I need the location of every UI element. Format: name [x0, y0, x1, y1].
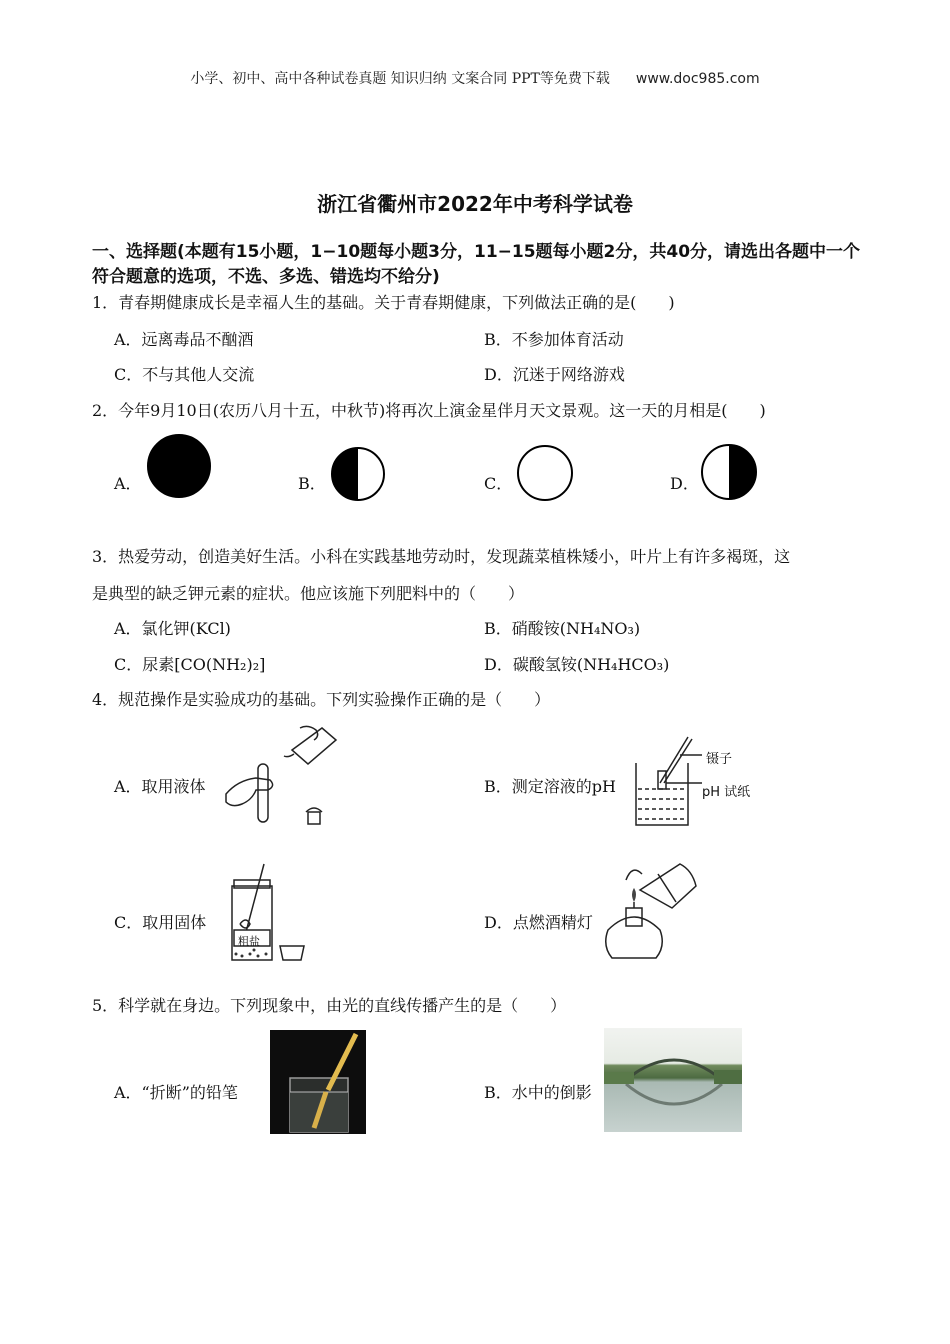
pour-liquid-illustration — [222, 720, 342, 826]
question-1-option-a: A．远离毒品不酗酒 — [114, 330, 254, 349]
salt-jar-label: 粗盐 — [238, 935, 260, 948]
tweezers-label: 镊子 — [706, 752, 733, 767]
question-2-option-a: A． — [114, 474, 142, 493]
question-3-option-c: C．尿素[CO(NH₂)₂] — [114, 655, 266, 674]
question-4-option-a: A．取用液体 — [114, 777, 206, 796]
header-text: 小学、初中、高中各种试卷真题 知识归纳 文案合同 PPT等免费下载 — [190, 71, 610, 87]
new-moon-icon — [147, 434, 211, 498]
question-3-option-b: B．硝酸铵(NH₄NO₃) — [484, 619, 641, 638]
question-1-option-b: B．不参加体育活动 — [484, 330, 624, 349]
question-1-option-d: D．沉迷于网络游戏 — [484, 365, 625, 384]
header-site: www.doc985.com — [635, 71, 760, 87]
question-2-option-d: D． — [670, 474, 699, 493]
page-title: 浙江省衢州市2022年中考科学试卷 — [317, 192, 633, 216]
question-4-stem: 4．规范操作是实验成功的基础。下列实验操作正确的是（ ） — [92, 690, 551, 709]
beaker-ph-illustration — [630, 735, 710, 829]
ph-paper-label: pH 试纸 — [702, 785, 751, 800]
question-1-option-c: C．不与其他人交流 — [114, 365, 255, 384]
question-3-option-d: D．碳酸氢铵(NH₄HCO₃) — [484, 655, 670, 674]
question-5-option-b: B．水中的倒影 — [484, 1083, 592, 1102]
page-header — [0, 68, 950, 88]
question-5-option-a: A．“折断”的铅笔 — [114, 1083, 238, 1102]
question-2-stem: 2．今年9月10日(农历八月十五，中秋节)将再次上演金星伴月天文景观。这一天的月相是( ) — [92, 401, 766, 420]
full-moon-icon — [517, 445, 573, 501]
broken-pencil-photo — [270, 1030, 366, 1134]
question-3-stem-line2: 是典型的缺乏钾元素的症状。他应该施下列肥料中的（ ） — [92, 584, 525, 603]
section-heading: 一、选择题(本题有15小题，1−10题每小题3分，11−15题每小题2分，共40分，请选出各题中一个符合题意的选项，不选、多选、错选均不给分) — [92, 242, 861, 287]
question-2-option-c: C． — [484, 474, 513, 493]
last-quarter-moon-icon — [331, 447, 385, 501]
question-4-option-c: C．取用固体 — [114, 913, 207, 932]
question-3-option-a: A．氯化钾(KCl) — [114, 619, 231, 638]
question-3-stem-line1: 3．热爱劳动，创造美好生活。小科在实践基地劳动时，发现蔬菜植株矮小，叶片上有许多褐斑，这 — [92, 547, 791, 566]
question-4-option-b: B．测定溶液的pH — [484, 777, 616, 796]
question-5-stem: 5．科学就在身边。下列现象中，由光的直线传播产生的是（ ） — [92, 996, 567, 1015]
first-quarter-moon-icon — [701, 444, 757, 500]
question-4-option-d: D．点燃酒精灯 — [484, 913, 593, 932]
question-1-stem: 1．青春期健康成长是幸福人生的基础。关于青春期健康，下列做法正确的是( ) — [92, 293, 675, 312]
question-2-option-b: B． — [298, 474, 326, 493]
alcohol-lamp-illustration — [598, 860, 702, 966]
bridge-reflection-photo — [604, 1028, 742, 1132]
